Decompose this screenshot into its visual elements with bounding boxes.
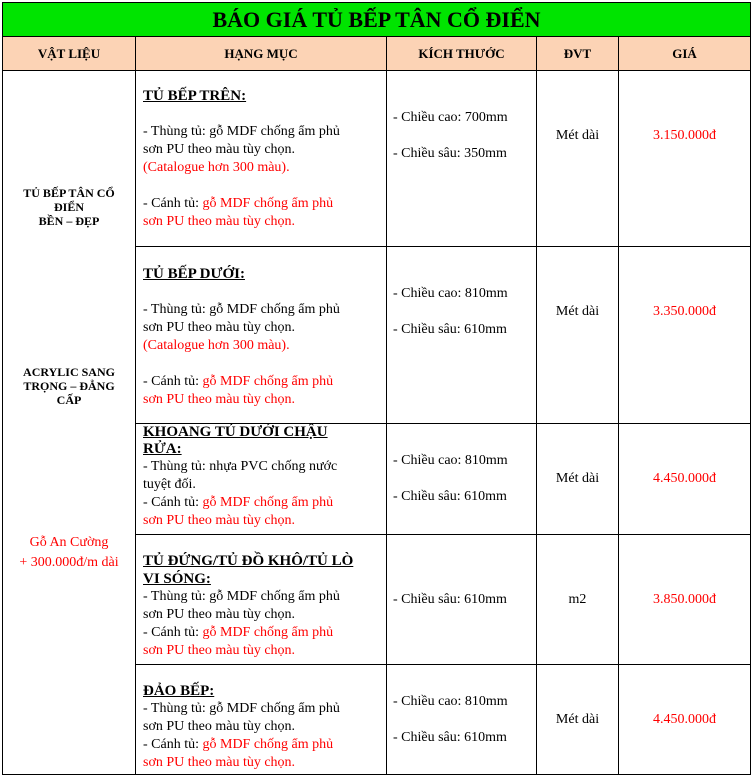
header-price: GIÁ [619, 37, 751, 71]
item-title: KHOANG TỦ DƯỚI CHẬU RỬA: [143, 424, 328, 457]
item-cell: ĐẢO BẾP: - Thùng tủ: gỗ MDF chống ẩm phủ sơn PU theo màu tùy chọn. - Cánh tủ: gỗ MDF chống ẩm phủ sơn PU theo màu tùy chọn. [136, 665, 387, 775]
price-table [2, 2, 751, 775]
header-unit: ĐVT [537, 37, 619, 71]
size-cell: - Chiều cao: 700mm - Chiều sâu: 350mm [387, 71, 537, 247]
price-sheet [2, 2, 750, 775]
size-cell: - Chiều sâu: 610mm [387, 535, 537, 665]
item-cell: KHOANG TỦ DƯỚI CHẬU RỬA: - Thùng tủ: nhựa PVC chống nước tuyệt đối. - Cánh tủ: gỗ MDF chống ẩm phủ sơn PU theo màu tùy chọn. [136, 424, 387, 535]
price-cell: 3.350.000đ [619, 247, 751, 424]
table-row [3, 71, 751, 247]
header-row [3, 37, 751, 71]
unit-cell: Mét dài [537, 247, 619, 424]
sheet-title: BÁO GIÁ TỦ BẾP TÂN CỔ ĐIỂN [3, 3, 751, 37]
unit-cell: m2 [537, 535, 619, 665]
header-size: KÍCH THƯỚC [387, 37, 537, 71]
item-cell: TỦ BẾP DƯỚI: - Thùng tủ: gỗ MDF chống ẩm phủ sơn PU theo màu tùy chọn. (Catalogue hơn 300 màu). - Cánh tủ: gỗ MDF chống ẩm phủ sơn PU theo màu tùy chọn. [136, 247, 387, 424]
item-title: TỦ ĐỨNG/TỦ ĐỒ KHÔ/TỦ LÒ VI SÓNG: [143, 553, 354, 587]
material-acrylic: ACRYLIC SANG TRỌNG – ĐẲNG CẤP [23, 365, 115, 407]
material-an-cuong: Gỗ An Cường + 300.000đ/m dài [19, 535, 119, 570]
size-cell: - Chiều cao: 810mm - Chiều sâu: 610mm [387, 424, 537, 535]
item-title: TỦ BẾP TRÊN: [143, 88, 247, 104]
unit-cell: Mét dài [537, 71, 619, 247]
size-cell: - Chiều cao: 810mm - Chiều sâu: 610mm [387, 247, 537, 424]
price-cell: 3.850.000đ [619, 535, 751, 665]
price-cell: 4.450.000đ [619, 665, 751, 775]
material-cell [3, 71, 136, 775]
size-cell: - Chiều cao: 810mm - Chiều sâu: 610mm [387, 665, 537, 775]
unit-cell: Mét dài [537, 665, 619, 775]
header-material: VẬT LIỆU [3, 37, 136, 71]
header-item: HẠNG MỤC [136, 37, 387, 71]
unit-cell: Mét dài [537, 424, 619, 535]
price-cell: 4.450.000đ [619, 424, 751, 535]
item-cell: TỦ ĐỨNG/TỦ ĐỒ KHÔ/TỦ LÒ VI SÓNG: - Thùng tủ: gỗ MDF chống ẩm phủ sơn PU theo màu tùy chọn. - Cánh tủ: gỗ MDF chống ẩm phủ sơn PU theo màu tùy chọn. [136, 535, 387, 665]
item-title: TỦ BẾP DƯỚI: [143, 266, 245, 282]
item-cell: TỦ BẾP TRÊN: - Thùng tủ: gỗ MDF chống ẩm phủ sơn PU theo màu tùy chọn. (Catalogue hơn 300 màu). - Cánh tủ: gỗ MDF chống ẩm phủ sơn PU theo màu tùy chọn. [136, 71, 387, 247]
material-classic: TỦ BẾP TÂN CỔ ĐIỂN BỀN – ĐẸP [23, 186, 115, 228]
item-title: ĐẢO BẾP: [143, 683, 215, 699]
price-cell: 3.150.000đ [619, 71, 751, 247]
